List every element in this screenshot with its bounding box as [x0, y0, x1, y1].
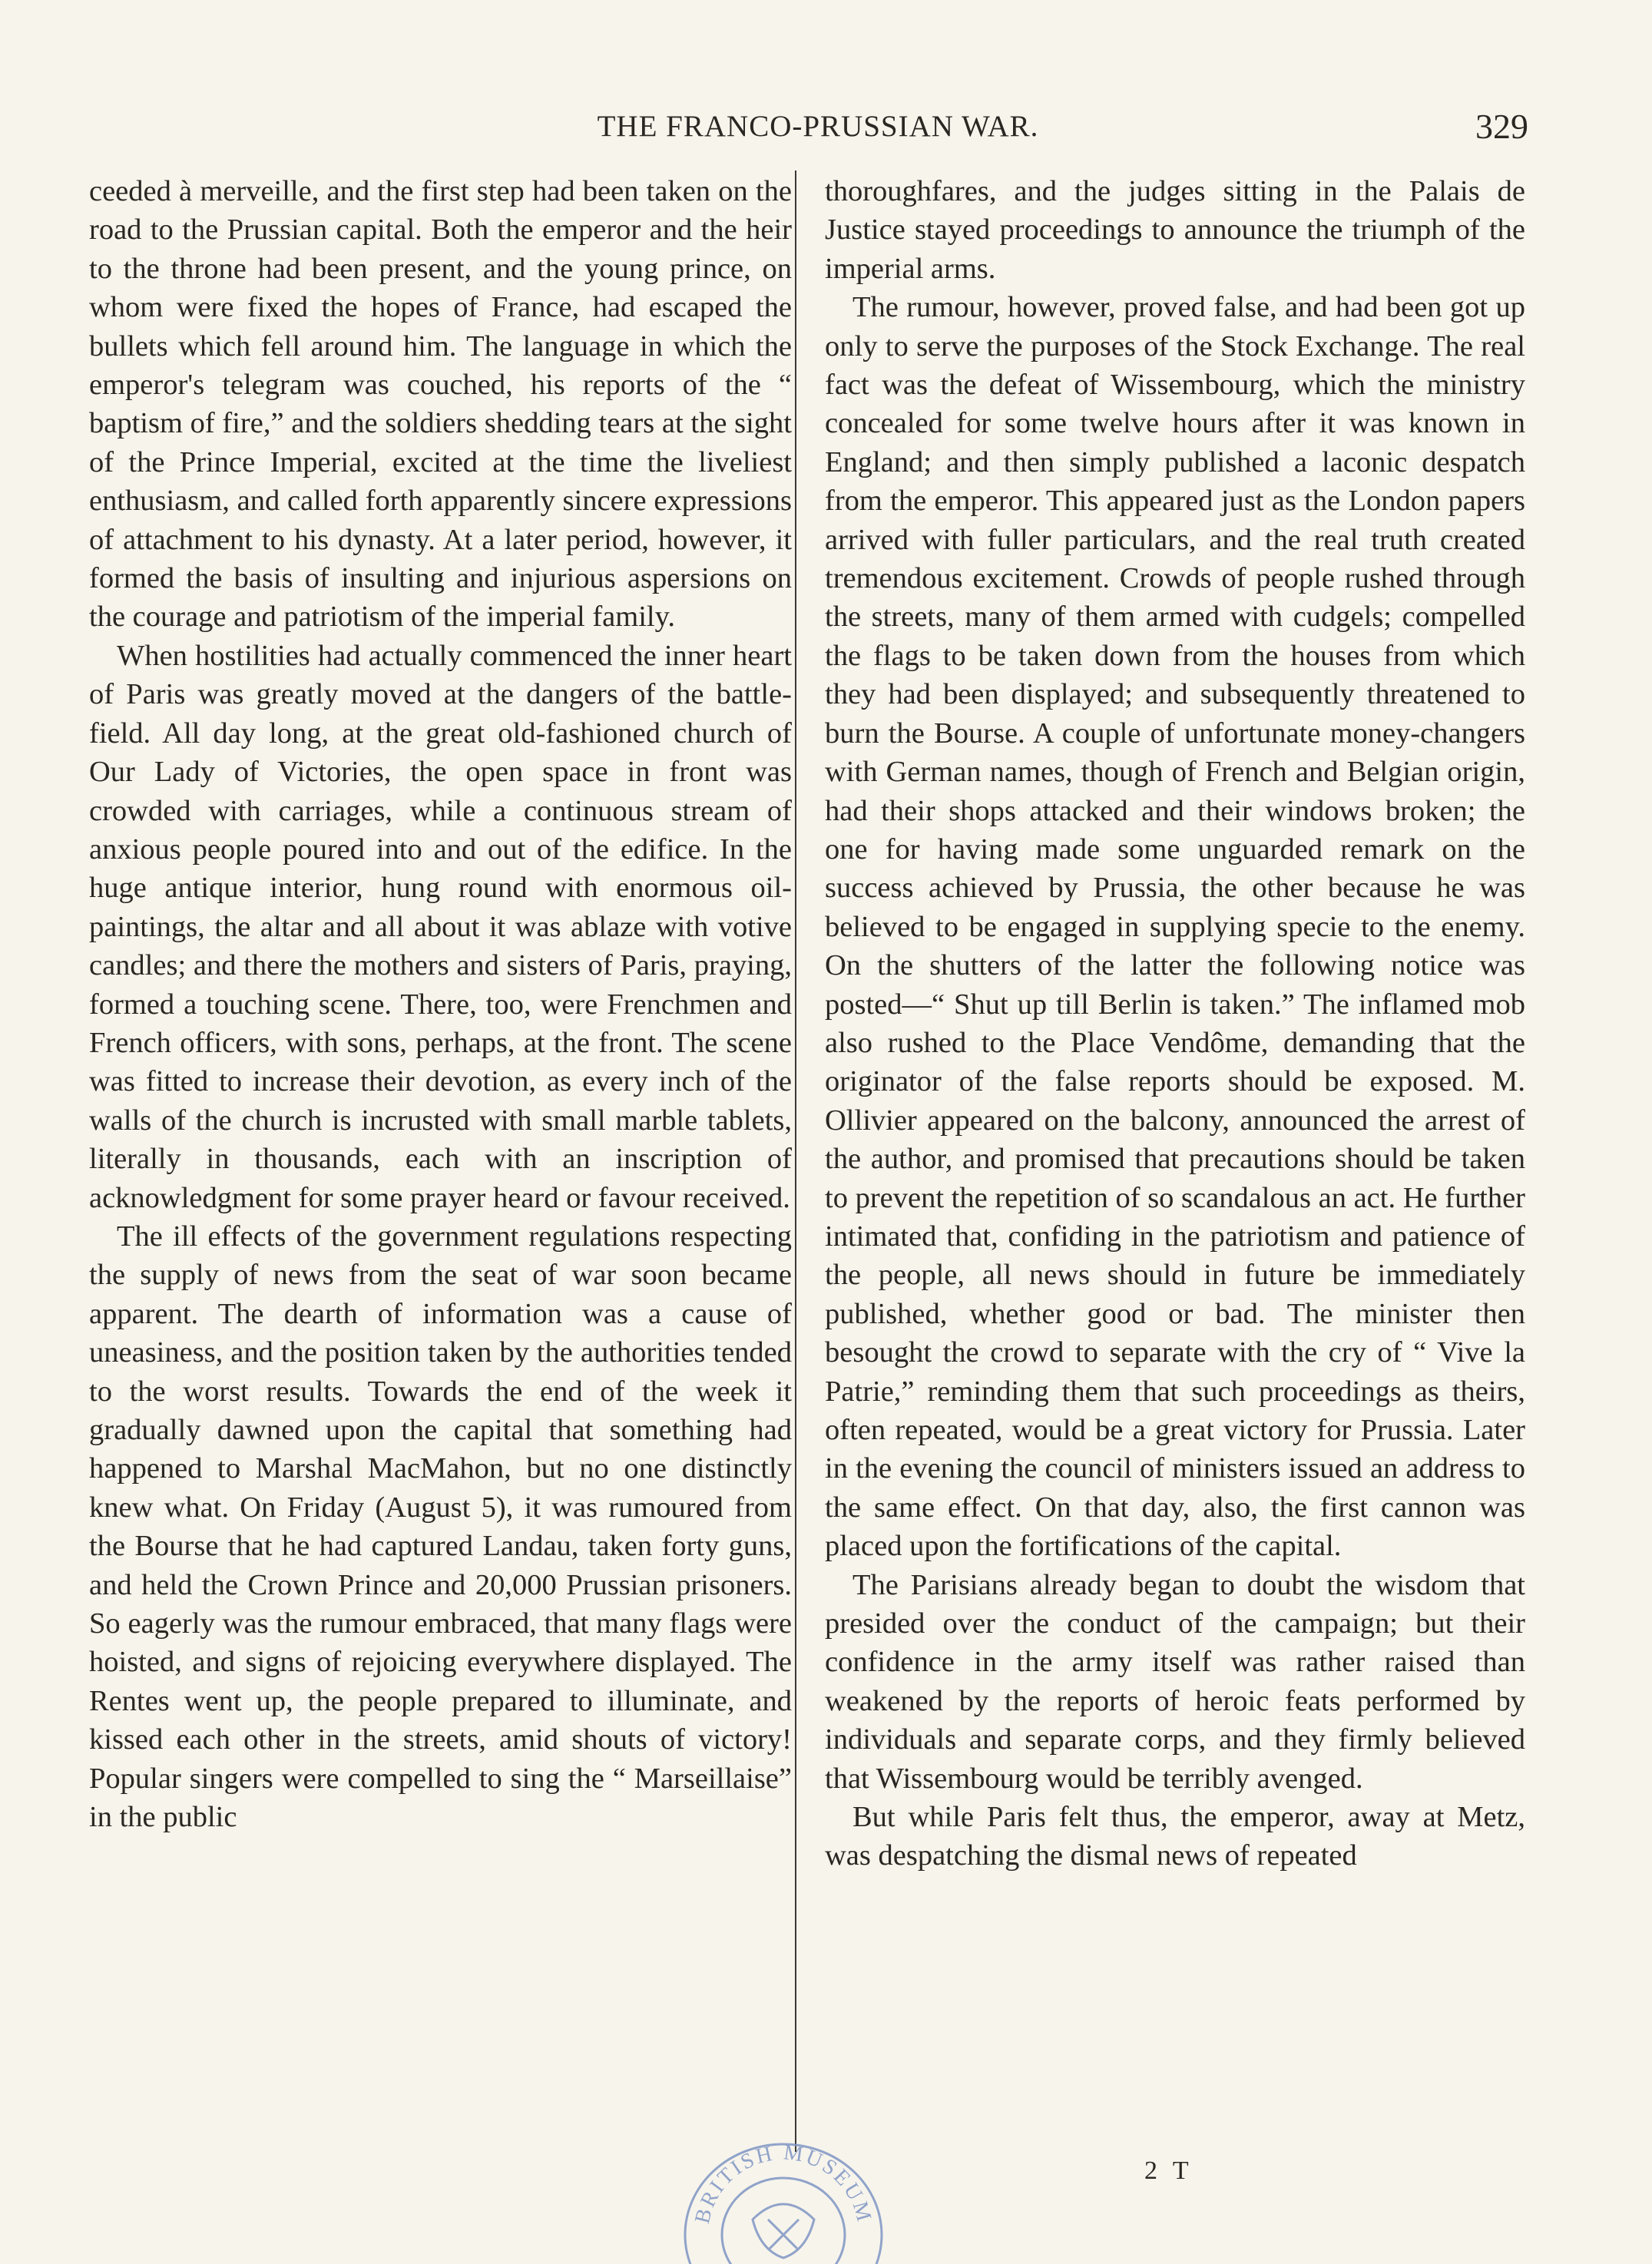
paragraph: The Parisians already began to doubt the wisdom that presided over the conduct of the campaign; but their confidence in the army itself was rather raised than weakened by the reports of heroic feats performed by individuals and separate corps, and they firmly believed that Wissembourg would be terribly avenged. — [825, 1568, 1525, 1795]
paragraph: ceeded à merveille, and the first step had been taken on the road to the Prussian capital. Both the emperor and the heir to the throne had been present, and the young prince, on whom were fixed the hopes of France, had escaped the bullets which fell around him. The language in which the emperor's telegram was couched, his reports of the “ baptism of fire,” and the soldiers shedding tears at the sight of the Prince Imperial, excited at the time the liveliest enthusiasm, and called forth apparently sincere expressions of attachment to his dynasty. At a later period, however, it formed the basis of insulting and injurious aspersions on the courage and patriotism of the imperial family. — [89, 175, 792, 634]
stamp-text: BRITISH MUSEUM — [690, 2140, 877, 2226]
right-column — [825, 172, 1525, 1875]
signature-mark: 2 T — [1144, 2156, 1193, 2185]
left-column — [89, 172, 792, 1836]
paragraph: The ill effects of the government regulations respecting the supply of news from the seat of war soon became apparent. The dearth of information was a cause of uneasiness, and the position taken by the authorities tended to the worst results. Towards the end of the week it gradually dawned upon the capital that something had happened to Marshal MacMahon, but no one distinctly knew what. On Friday (August 5), it was rumoured from the Bourse that he had captured Landau, taken forty guns, and held the Crown Prince and 20,000 Prussian prisoners. So eagerly was the rumour embraced, that many flags were hoisted, and signs of rejoicing everywhere displayed. The Rentes went up, the people prepared to illuminate, and kissed each other in the streets, amid shouts of victory! Popular singers were compelled to sing the “ Marseillaise” in the public — [89, 1220, 792, 1834]
paragraph: The rumour, however, proved false, and had been got up only to serve the purposes of the Stock Exchange. The real fact was the defeat of Wissembourg, which the ministry concealed for some twelve hours after it was known in England; and then simply published a laconic despatch from the emperor. This appeared just as the London papers arrived with fuller particulars, and the real truth created tremendous excitement. Crowds of people rushed through the streets, many of them armed with cudgels; compelled the flags to be taken down from the houses from which they had been displayed; and subsequently threatened to burn the Bourse. A couple of unfortunate money-changers with German names, though of French and Belgian origin, had their shops attacked and their windows broken; the one for having made some unguarded remark on the success achieved by Prussia, the other because he was believed to be engaged in supplying specie to the enemy. On the shutters of the latter the following notice was posted—“ Shut up till Berlin is taken.” The inflamed mob also rushed to the Place Vendôme, demanding that the originator of the false reports should be exposed. M. Ollivier appeared on the balcony, announced the arrest of the author, and promised that precautions should be taken to prevent the repetition of so scandalous an act. He further intimated that, confiding in the patriotism and patience of the people, all news should in future be immediately published, whether good or bad. The minister then besought the crowd to separate with the cry of “ Vive la Patrie,” reminding them that such proceedings as theirs, often repeated, would be a great victory for Prussia. Later in the evening the council of ministers issued an address to the same effect. On that day, also, the first cannon was placed upon the fortifications of the capital. — [825, 291, 1525, 1563]
page-header — [84, 109, 1528, 155]
svg-text:BRITISH MUSEUM — [690, 2140, 876, 2226]
paragraph: thoroughfares, and the judges sitting in the Palais de Justice stayed proceedings to announce the triumph of the imperial arms. — [825, 175, 1525, 285]
paragraph: When hostilities had actually commenced the inner heart of Paris was greatly moved at the dangers of the battle-field. All day long, at the great old-fashioned church of Our Lady of Victories, the open space in front was crowded with carriages, while a continuous stream of anxious people poured into and out of the edifice. In the huge antique interior, hung round with enormous oil-paintings, the altar and all about it was ablaze with votive candles; and there the mothers and sisters of Paris, praying, formed a touching scene. There, too, were Frenchmen and French officers, with sons, perhaps, at the front. The scene was fitted to increase their devotion, as every inch of the walls of the church is incrusted with small marble tablets, literally in thousands, each with an inscription of acknowledgment for some prayer heard or favour received. — [89, 639, 792, 1214]
paragraph: But while Paris felt thus, the emperor, away at Metz, was despatching the dismal news of repeated — [825, 1801, 1525, 1872]
museum-stamp-icon — [668, 2104, 899, 2264]
running-title: THE FRANCO-PRUSSIAN WAR. — [597, 110, 1039, 143]
column-divider — [795, 170, 796, 2152]
page-number: 329 — [1475, 107, 1528, 146]
